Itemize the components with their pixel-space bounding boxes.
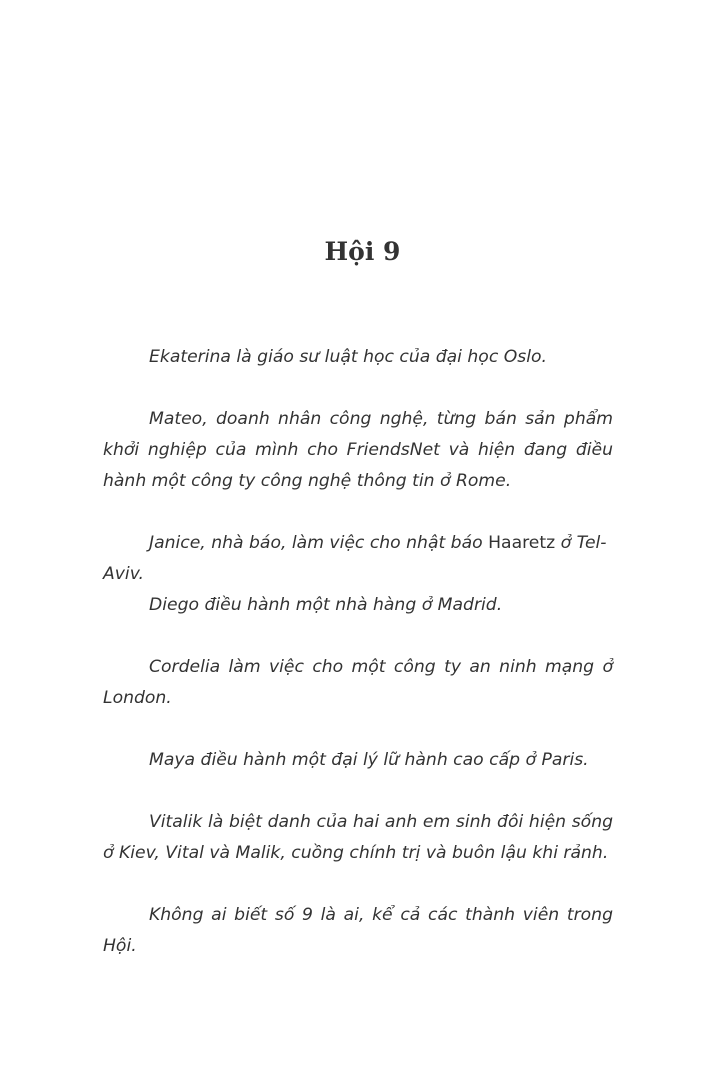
paragraph-janice-after: ở Tel-Aviv. (103, 533, 607, 584)
paragraph-diego: Diego điều hành một nhà hàng ở Madrid. (149, 595, 503, 615)
paragraph-janice-before: Janice, nhà báo, làm việc cho nhật báo (149, 533, 489, 553)
paragraph-nine: Không ai biết số 9 là ai, kể cả các thành viên trong Hội. (103, 905, 613, 956)
paragraph-janice (103, 528, 613, 590)
paragraph-mateo: Mateo, doanh nhân công nghệ, từng bán sản phẩm khởi nghiệp của mình cho FriendsNet và hiện đang điều hành một công ty công nghệ thông tin ở Rome. (103, 409, 613, 491)
paragraph-cordelia: Cordelia làm việc cho một công ty an ninh mạng ở London. (103, 657, 613, 708)
chapter-body (103, 342, 613, 962)
paragraph-ekaterina: Ekaterina là giáo sư luật học của đại học Oslo. (149, 347, 547, 367)
paragraph-vitalik: Vitalik là biệt danh của hai anh em sinh đôi hiện sống ở Kiev, Vital và Malik, cuồng chính trị và buôn lậu khi rảnh. (103, 812, 613, 863)
chapter-title: Hội 9 (324, 237, 401, 266)
newspaper-name: Haaretz (488, 533, 556, 553)
paragraph-maya: Maya điều hành một đại lý lữ hành cao cấp ở Paris. (149, 750, 589, 770)
